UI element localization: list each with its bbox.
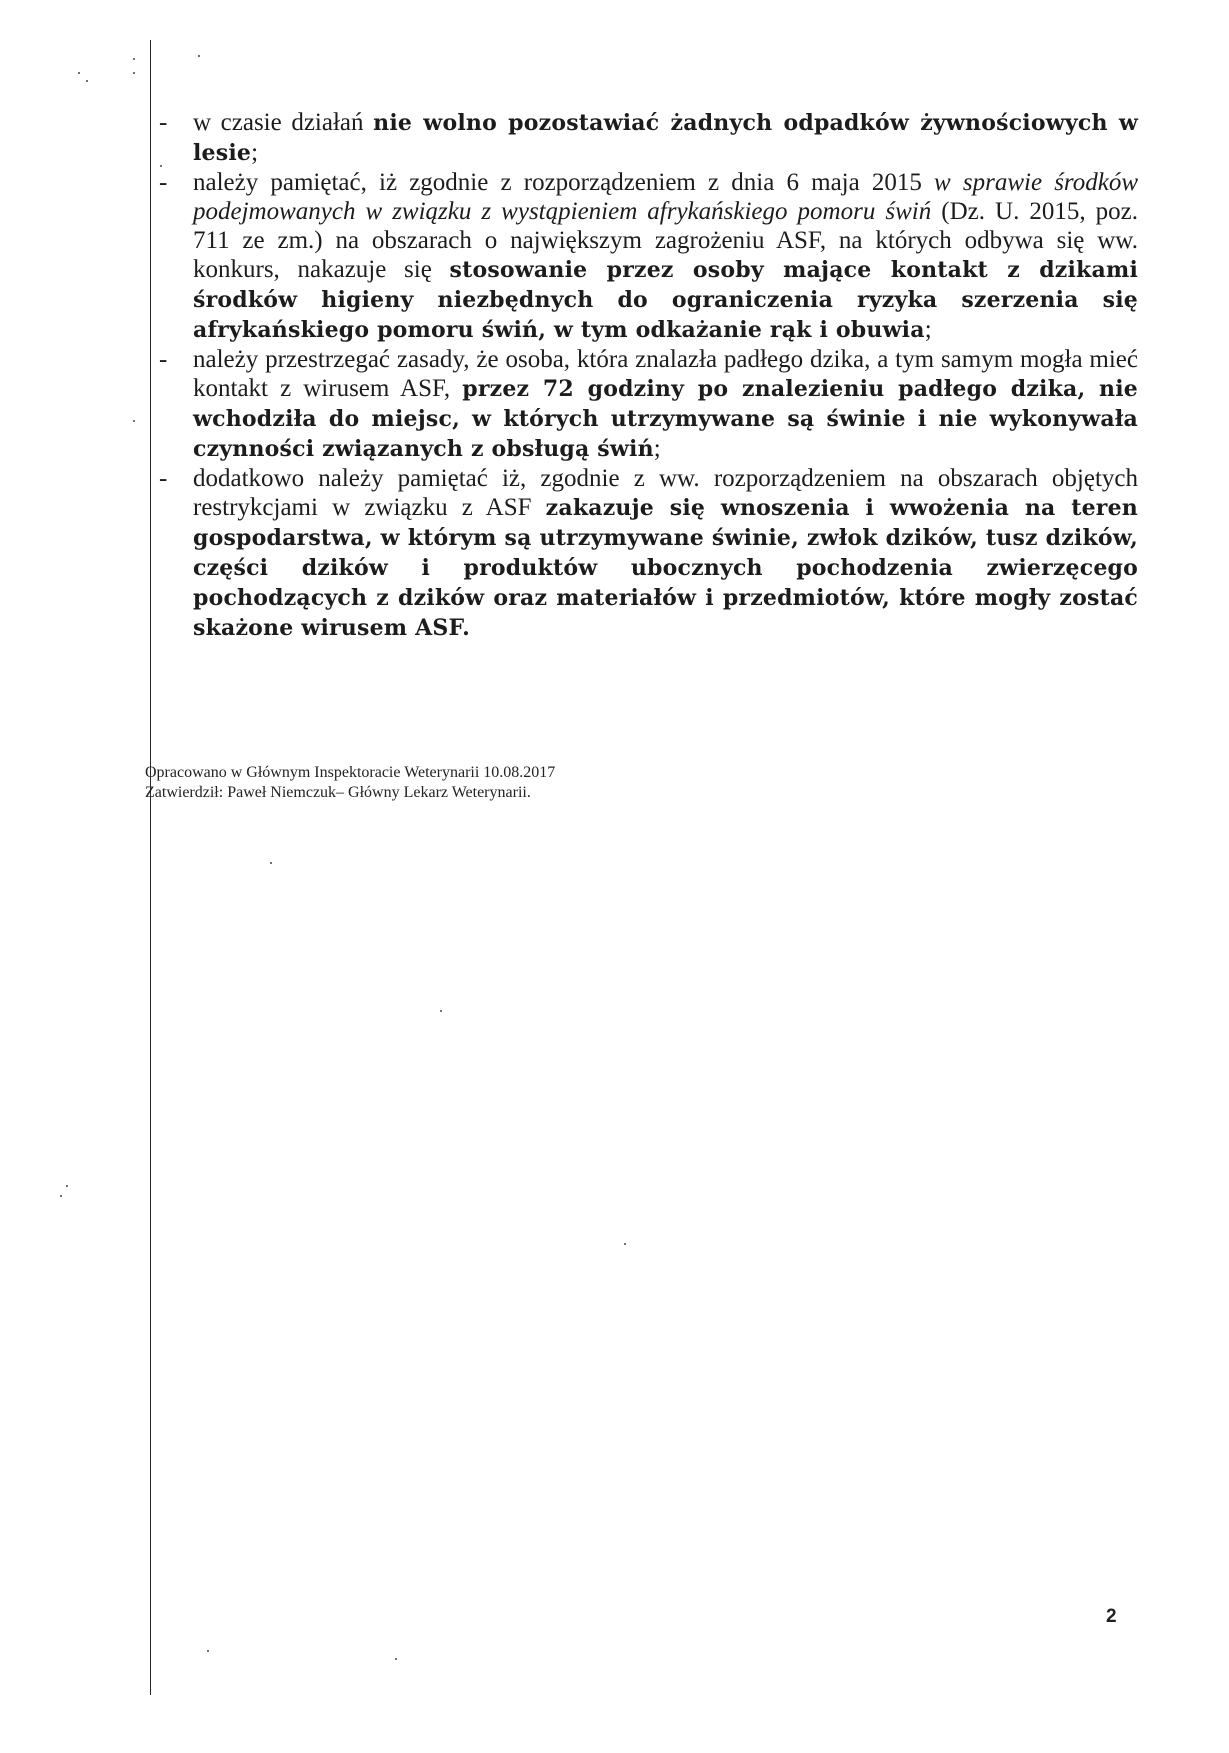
footer-approved-line: Zatwierdził: Paweł Niemczuk– Główny Lekarz Weterynarii.: [145, 784, 531, 801]
bullet-text-segment: dodatkowo należy pamiętać iż, zgodnie z ww. rozporządzeniem na obszarach objętych restrykcjami w związku z ASF: [193, 465, 1138, 521]
scan-speck: [66, 1185, 68, 1187]
scan-speck: [270, 862, 272, 864]
bullet-text-segment: ;: [653, 435, 661, 462]
bullet-text-segment: stosowanie przez osoby mające kontakt z dzikami środków higieny niezbędnych do ograniczenia ryzyka szerzenia się afrykańskiego pomoru świń, w tym odkażanie rąk i obuwia: [193, 257, 1138, 343]
scan-speck: [133, 72, 135, 74]
bullet-text-segment: ;: [251, 139, 259, 166]
bullet-list: [159, 108, 1139, 643]
scan-speck: [160, 165, 162, 167]
bullet-dash: -: [159, 465, 168, 492]
footer-prepared-line: Opracowano w Głównym Inspektoracie Weterynarii 10.08.2017: [145, 764, 556, 781]
bullet-text-segment: nie wolno pozostawiać żadnych odpadków żywnościowych w lesie: [193, 110, 1139, 166]
bullet-text-segment: należy pamiętać, iż zgodnie z rozporządzeniem z dnia 6 maja 2015: [193, 169, 935, 196]
bullet-dash: -: [159, 169, 168, 196]
scan-speck: [207, 1650, 209, 1652]
bullet-text-segment: należy przestrzegać zasady, że osoba, która znalazła padłego dzika, a tym samym mogła mieć kontakt z wirusem ASF,: [193, 346, 1138, 402]
bullet-text-segment: (Dz. U. 2015, poz. 711 ze zm.) na obszarach o największym zagrożeniu ASF, na których odbywa się ww. konkurs, nakazuje się: [193, 198, 1138, 283]
bullet-dash: -: [159, 346, 168, 373]
scan-speck: [395, 1658, 397, 1660]
scan-speck: [624, 1243, 626, 1245]
scan-speck: [198, 55, 200, 57]
bullet-item: [159, 464, 1138, 643]
bullet-text-segment: w czasie działań: [193, 109, 374, 136]
scan-speck: [133, 58, 135, 60]
bullet-dash: -: [159, 109, 168, 136]
scan-speck: [440, 1010, 442, 1012]
scan-speck: [60, 1195, 62, 1197]
bullet-text-segment: ;: [924, 316, 932, 343]
bullet-text-segment: zakazuje się wnoszenia i wwożenia na teren gospodarstwa, w którym są utrzymywane świnie, zwłok dzików, tusz dzików, części dzików i produktów ubocznych pochodzenia zwierzęcego pochodzących z dzików oraz materiałów i przedmiotów, które mogły zostać skażone wirusem ASF.: [193, 495, 1138, 641]
bullet-text-segment: przez 72 godziny po znalezieniu padłego dzika, nie wchodziła do miejsc, w których utrzymywane są świnie i nie wykonywała czynności związanych z obsługą świń: [193, 376, 1138, 462]
scan-speck: [133, 420, 135, 422]
scan-speck: [78, 72, 80, 74]
page-number: 2: [1106, 1606, 1117, 1627]
scan-speck: [86, 80, 88, 82]
bullet-text-segment: w sprawie środków podejmowanych w związku z wystąpieniem afrykańskiego pomoru świń: [193, 169, 1138, 225]
left-margin-line: [150, 40, 151, 1695]
bullet-item: [159, 108, 1139, 168]
bullet-item: [159, 168, 1138, 345]
footer-note: [145, 763, 555, 803]
bullet-item: [159, 345, 1138, 464]
